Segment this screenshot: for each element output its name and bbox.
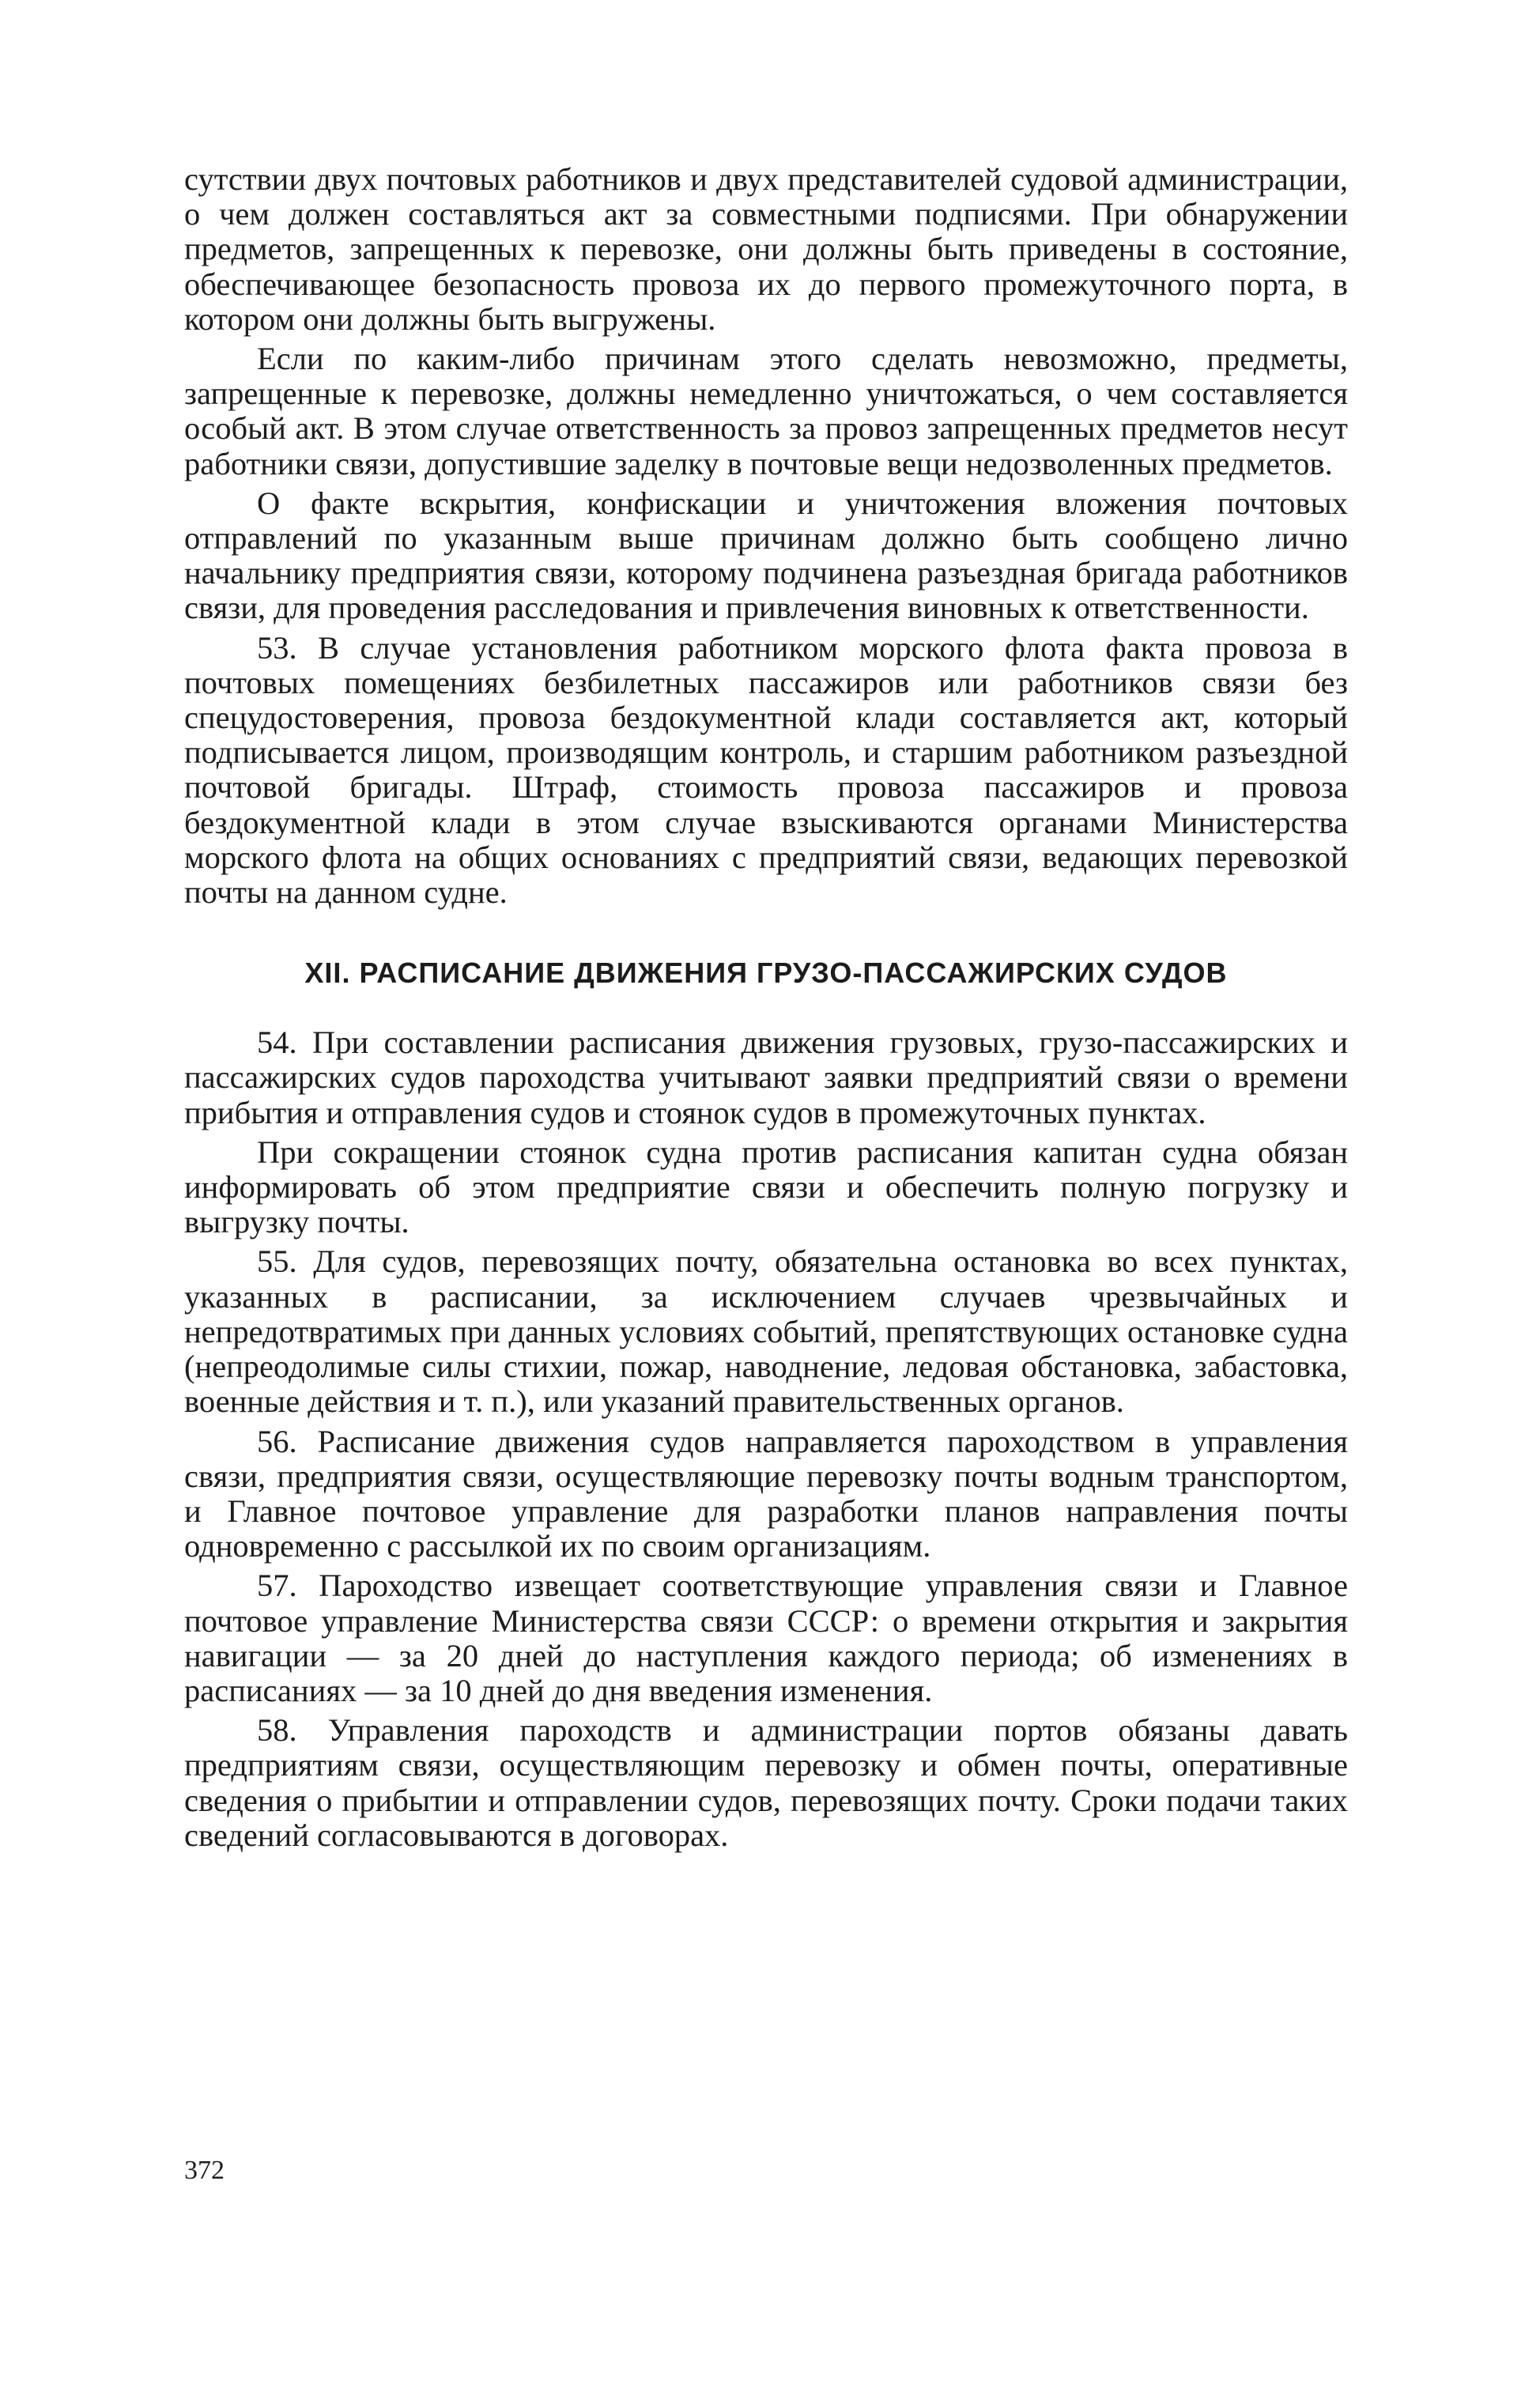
paragraph-destruction-act: Если по каким-либо причинам этого сделать невозможно, предметы, запрещенные к перевозке, должны немедленно уничтожаться, о чем составляется особый акт. В этом случае ответственность за провоз запрещенных предметов несут работники связи, допустившие заделку в почтовые вещи недозволенных предметов. [184,341,1348,481]
paragraph-56: 56. Расписание движения судов направляется пароходством в управления связи, предприятия связи, осуществляющие перевозку почты водным транспортом, и Главное почтовое управление для разработки планов направления почты одновременно с рассылкой их по своим организациям. [184,1423,1348,1564]
paragraph-notification: О факте вскрытия, конфискации и уничтожения вложения почтовых отправлений по указанным выше причинам должно быть сообщено лично начальнику предприятия связи, которому подчинена разъездная бригада работников связи, для проведения расследования и привлечения виновных к ответственности. [184,485,1348,626]
section-title: XII. РАСПИСАНИЕ ДВИЖЕНИЯ ГРУЗО-ПАССАЖИРСКИХ СУДОВ [304,957,1228,990]
paragraph-55: 55. Для судов, перевозящих почту, обязательна остановка во всех пунктах, указанных в расписании, за исключением случаев чрезвычайных и непредотвратимых при данных условиях событий, препятствующих остановке судна (непреодолимые силы стихии, пожар, наводнение, ледовая обстановка, забастовка, военные действия и т. п.), или указаний правительственных органов. [184,1243,1348,1420]
paragraph-stoppage-reduction: При сокращении стоянок судна против расписания капитан судна обязан информировать об этом предприятие связи и обеспечить полную погрузку и выгрузку почты. [184,1134,1348,1240]
paragraph-53: 53. В случае установления работником морского флота факта провоза в почтовых помещениях безбилетных пассажиров или работников связи без спецудостоверения, провоза бездокументной клади составляется акт, который подписывается лицом, производящим контроль, и старшим работником разъездной почтовой бригады. Штраф, стоимость провоза пассажиров и провоза бездокументной клади в этом случае взыскиваются органами Министерства морского флота на общих основаниях с предприятий связи, ведающих перевозкой почты на данном судне. [184,629,1348,911]
paragraph-54: 54. При составлении расписания движения грузовых, грузо-пассажирских и пассажирских судов пароходства учитывают заявки предприятий связи о времени прибытия и отправления судов и стоянок судов в промежуточных пунктах. [184,1024,1348,1130]
page-number: 372 [184,2156,225,2185]
paragraph-continuation: сутствии двух почтовых работников и двух представителей судовой администрации, о чем должен составляться акт за совместными подписями. При обнаружении предметов, запрещенных к перевозке, они должны быть приведены в состояние, обеспечивающее безопасность провоза их до первого промежуточного порта, в котором они должны быть выгружены. [184,161,1348,337]
paragraph-58: 58. Управления пароходств и администрации портов обязаны давать предприятиям связи, осуществляющим перевозку и обмен почты, оперативные сведения о прибытии и отправлении судов, перевозящих почту. Сроки подачи таких сведений согласовываются в договорах. [184,1712,1348,1853]
page-body [184,162,1348,1853]
paragraph-57: 57. Пароходство извещает соответствующие управления связи и Главное почтовое управление Министерства связи СССР: о времени открытия и закрытия навигации — за 20 дней до наступления каждого периода; об изменениях в расписаниях — за 10 дней до дня введения изменения. [184,1568,1348,1708]
